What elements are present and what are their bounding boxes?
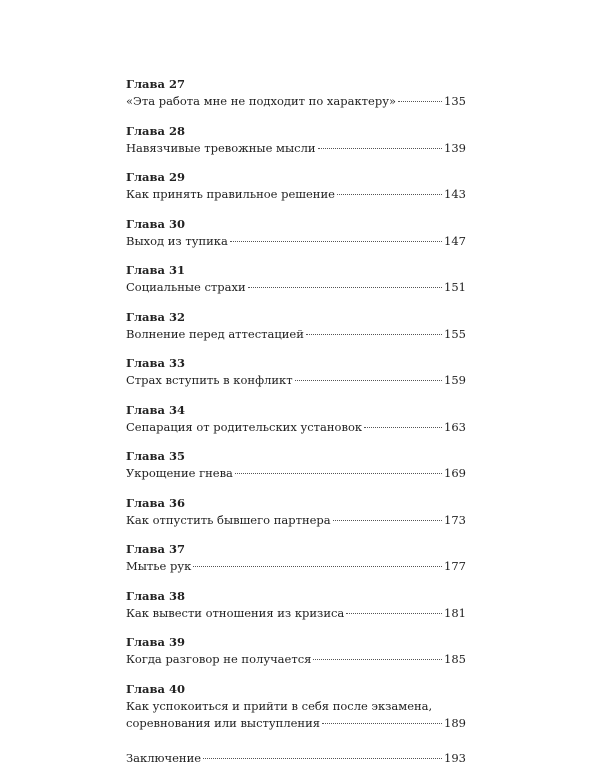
toc-entry — [126, 541, 466, 575]
toc-entry — [126, 402, 466, 436]
chapter-label: Глава 32 — [126, 309, 185, 324]
page-number: 159 — [444, 373, 466, 387]
chapter-title-line: Как успокоиться и прийти в себя после экзамена, — [126, 698, 433, 713]
chapter-title-row — [126, 140, 466, 157]
toc-entry — [126, 309, 466, 343]
toc-entry — [126, 169, 466, 203]
chapter-title-row — [126, 465, 466, 482]
toc-entry-conclusion — [126, 750, 466, 767]
chapter-label: Глава 35 — [126, 449, 185, 463]
dot-leader — [313, 659, 442, 660]
chapter-title-row — [126, 186, 466, 203]
dot-leader — [306, 334, 442, 335]
chapter-title: Мытье рук — [126, 559, 192, 573]
dot-leader — [295, 380, 442, 381]
page-number: 193 — [444, 750, 466, 765]
chapter-title-row — [126, 419, 466, 436]
page-number: 143 — [444, 187, 466, 201]
page-number: 147 — [444, 233, 466, 248]
dot-leader — [203, 758, 442, 759]
dot-leader — [333, 520, 442, 521]
toc-entry — [126, 634, 466, 668]
chapter-title: Сепарация от родительских установок — [126, 419, 363, 434]
chapter-title: Как отпустить бывшего партнера — [126, 512, 331, 527]
page-number: 135 — [444, 94, 466, 108]
toc-entry — [126, 495, 466, 529]
chapter-label: Глава 40 — [126, 681, 185, 696]
page-number: 185 — [444, 652, 466, 666]
chapter-label: Глава 39 — [126, 635, 185, 649]
chapter-title: Социальные страхи — [126, 280, 246, 294]
chapter-title: Когда разговор не получается — [126, 652, 312, 666]
toc-entry — [126, 448, 466, 482]
page-number: 173 — [444, 512, 466, 527]
chapter-label: Глава 34 — [126, 402, 185, 417]
dot-leader — [346, 613, 442, 614]
conclusion-title: Заключение — [126, 750, 202, 765]
page-number: 169 — [444, 466, 466, 480]
conclusion-row — [126, 750, 466, 767]
chapter-label: Глава 30 — [126, 216, 185, 231]
chapter-title-row — [126, 651, 466, 668]
chapter-title-row — [126, 233, 466, 250]
page-number: 139 — [444, 140, 466, 155]
dot-leader — [248, 287, 442, 288]
chapter-label: Глава 28 — [126, 123, 185, 138]
chapter-title-row — [126, 279, 466, 296]
chapter-title-row — [126, 512, 466, 529]
chapter-label: Глава 29 — [126, 170, 185, 184]
chapter-title-row — [126, 326, 466, 343]
chapter-title: Страх вступить в конфликт — [126, 373, 293, 387]
chapter-title-row — [126, 93, 466, 110]
chapter-title: Выход из тупика — [126, 233, 228, 248]
dot-leader — [318, 148, 443, 149]
chapter-title: Волнение перед аттестацией — [126, 326, 304, 341]
chapter-title: Навязчивые тревожные мысли — [126, 140, 316, 155]
chapter-label: Глава 38 — [126, 588, 185, 603]
chapter-title: Как вывести отношения из кризиса — [126, 605, 345, 620]
dot-leader — [193, 566, 442, 567]
chapter-label: Глава 31 — [126, 263, 185, 277]
page-number: 189 — [444, 715, 466, 730]
dot-leader — [235, 473, 442, 474]
chapter-label: Глава 27 — [126, 77, 185, 91]
toc-entry — [126, 76, 466, 110]
toc-entry — [126, 681, 466, 732]
toc-entry — [126, 588, 466, 622]
dot-leader — [398, 101, 442, 102]
chapter-title-row — [126, 558, 466, 575]
toc-entry — [126, 355, 466, 389]
chapter-label: Глава 36 — [126, 495, 185, 510]
dot-leader — [337, 194, 442, 195]
toc-entry — [126, 216, 466, 250]
chapter-title: Укрощение гнева — [126, 466, 233, 480]
dot-leader — [322, 723, 442, 724]
page-number: 181 — [444, 605, 466, 620]
chapter-title-row — [126, 715, 466, 732]
page-number: 155 — [444, 326, 466, 341]
table-of-contents — [126, 76, 466, 779]
dot-leader — [230, 241, 442, 242]
toc-entry — [126, 262, 466, 296]
page-number: 163 — [444, 419, 466, 434]
page-number: 177 — [444, 559, 466, 573]
chapter-title-row — [126, 605, 466, 622]
chapter-title: соревнования или выступления — [126, 715, 321, 730]
chapter-label: Глава 33 — [126, 356, 185, 370]
chapter-title: «Эта работа мне не подходит по характеру» — [126, 94, 397, 108]
chapter-title: Как принять правильное решение — [126, 187, 335, 201]
page-number: 151 — [444, 280, 466, 294]
chapter-title-row — [126, 372, 466, 389]
chapter-label: Глава 37 — [126, 542, 185, 556]
dot-leader — [364, 427, 442, 428]
toc-entry — [126, 123, 466, 157]
